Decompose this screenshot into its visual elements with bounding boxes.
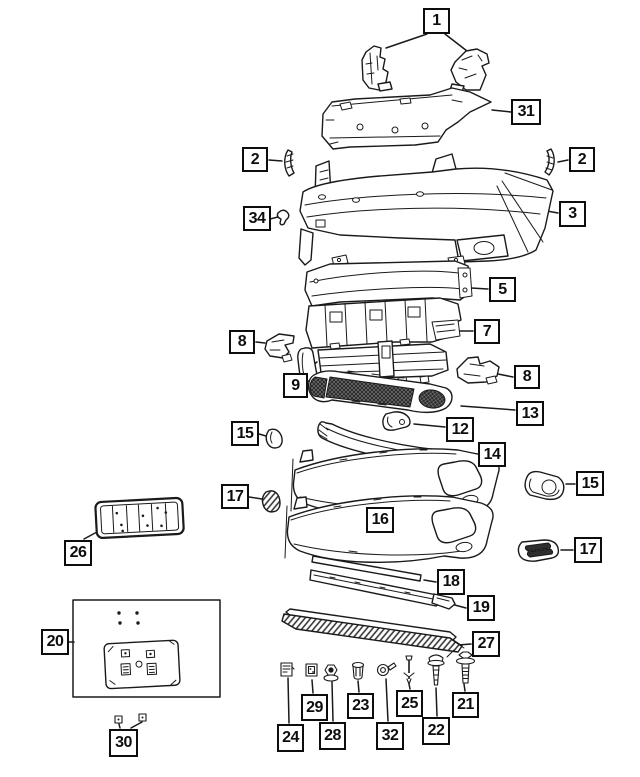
lower-bracket-right [457, 357, 499, 384]
callout-8-left[interactable]: 8 [229, 330, 255, 354]
fascia-support-bracket-left [362, 46, 392, 91]
callout-8-right[interactable]: 8 [514, 365, 540, 389]
callout-15-right[interactable]: 15 [576, 471, 604, 496]
callout-18[interactable]: 18 [437, 569, 465, 595]
callout-24[interactable]: 24 [277, 724, 304, 752]
flange-nut-icon [324, 665, 338, 681]
callout-13[interactable]: 13 [516, 401, 544, 426]
square-nut-icon [306, 664, 317, 676]
callout-21[interactable]: 21 [452, 692, 479, 718]
molding-end-cap [432, 594, 455, 609]
callout-16[interactable]: 16 [366, 507, 394, 533]
callout-14[interactable]: 14 [478, 442, 506, 467]
energy-absorber [306, 298, 461, 348]
vent-cover-right [518, 540, 558, 561]
rivet-icon [353, 663, 364, 680]
fog-lamp-bezel-left [266, 429, 282, 448]
callout-22[interactable]: 22 [422, 717, 450, 745]
callout-23[interactable]: 23 [347, 693, 374, 719]
callout-26[interactable]: 26 [64, 540, 92, 566]
callout-30[interactable]: 30 [109, 729, 138, 757]
air-dam [282, 609, 464, 657]
callout-17-right[interactable]: 17 [574, 537, 602, 563]
callout-20[interactable]: 20 [41, 629, 69, 655]
license-plate-bracket [95, 498, 184, 539]
callout-12[interactable]: 12 [446, 417, 474, 442]
lower-grille [309, 371, 452, 412]
u-nut-clip-icon [281, 663, 294, 676]
callout-2-right[interactable]: 2 [569, 147, 595, 172]
upper-fascia-retainer [322, 88, 491, 149]
callout-19[interactable]: 19 [467, 595, 495, 621]
callout-3[interactable]: 3 [559, 201, 586, 227]
impact-bar [305, 255, 472, 306]
callout-17-left[interactable]: 17 [221, 484, 249, 509]
callout-27[interactable]: 27 [472, 631, 500, 657]
callout-2-left[interactable]: 2 [242, 147, 268, 172]
callout-32[interactable]: 32 [376, 722, 404, 750]
lower-bracket-left [265, 334, 294, 362]
callout-28[interactable]: 28 [319, 722, 346, 750]
callout-34[interactable]: 34 [243, 206, 271, 231]
callout-5[interactable]: 5 [489, 277, 516, 302]
upper-fascia [299, 154, 553, 265]
callout-1[interactable]: 1 [423, 8, 450, 34]
sensor-bezel [383, 412, 410, 430]
callout-25[interactable]: 25 [396, 690, 423, 717]
retainer-clip-icon [378, 663, 397, 676]
callout-9[interactable]: 9 [283, 373, 308, 398]
license-plate-mounting-kit [73, 600, 220, 697]
fascia-support-bracket-right [450, 49, 489, 92]
callout-31[interactable]: 31 [511, 99, 541, 125]
callout-7[interactable]: 7 [474, 319, 500, 344]
callout-29[interactable]: 29 [301, 694, 328, 721]
lower-molding [310, 556, 442, 606]
pin-icon [404, 656, 414, 684]
fascia-side-bracket-left [285, 150, 294, 176]
push-rivet-icon [428, 655, 444, 685]
callout-15-left[interactable]: 15 [231, 421, 259, 446]
fascia-side-bracket-right [545, 149, 554, 175]
tow-hook-cover-left [262, 491, 280, 512]
retainer-clip-34 [277, 210, 288, 225]
fog-lamp-bezel-right [525, 472, 564, 500]
